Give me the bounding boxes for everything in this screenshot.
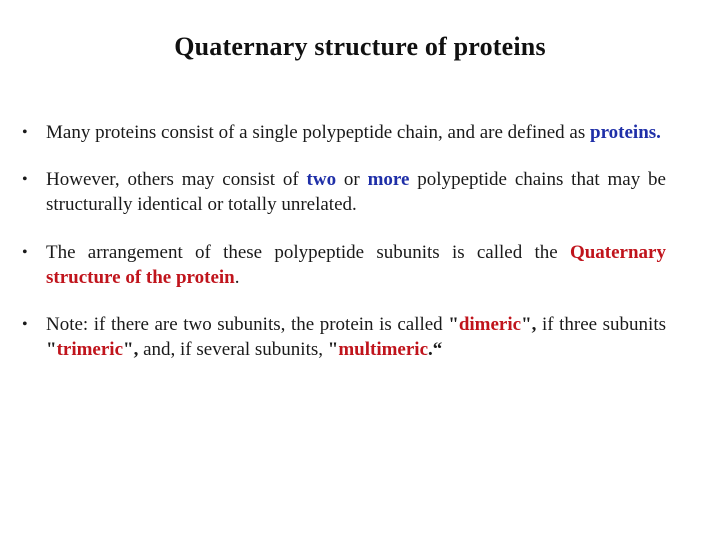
bullet-text: . <box>234 267 240 288</box>
bullet-dot-icon: • <box>22 171 28 188</box>
highlight-more: more <box>367 169 410 190</box>
bullet-text: Note: if there are two subunits, the protein is called <box>46 314 449 335</box>
highlight-two: two <box>306 169 337 190</box>
bullet-item-arrangement <box>22 240 666 290</box>
quote-mark: .“ <box>428 339 443 360</box>
bullet-text: However, others may consist of <box>46 169 307 190</box>
bullet-text: or <box>336 169 368 190</box>
bullet-item-multiple-chains <box>22 167 666 217</box>
quote-mark: " <box>46 339 57 360</box>
bullet-text: Many proteins consist of a single polypeptide chain, and are defined as <box>46 122 590 143</box>
slide-title: Quaternary structure of proteins <box>174 32 546 61</box>
highlight-quaternary-structure: Quaternary structure of the protein <box>46 242 666 288</box>
bullet-list <box>22 120 666 384</box>
quote-mark: ", <box>521 314 537 335</box>
bullet-text: The arrangement of these polypeptide subunits is called the <box>46 242 570 263</box>
quote-mark: ", <box>123 339 139 360</box>
quote-mark: " <box>448 314 459 335</box>
bullet-item-note <box>22 312 666 362</box>
bullet-dot-icon: • <box>22 244 28 261</box>
quote-mark: " <box>327 339 339 360</box>
bullet-text: and, if several subunits, <box>138 339 328 360</box>
bullet-text: polypeptide chains that may be structurally identical or totally unrelated. <box>46 169 666 215</box>
bullet-dot-icon: • <box>22 124 28 141</box>
highlight-dimeric: dimeric <box>458 314 522 335</box>
highlight-multimeric: multimeric <box>338 339 429 360</box>
bullet-dot-icon: • <box>22 316 28 333</box>
bullet-item-single-chain <box>22 120 666 145</box>
highlight-proteins: proteins. <box>590 122 661 143</box>
bullet-text: if three subunits <box>536 314 666 335</box>
highlight-trimeric: trimeric <box>56 339 124 360</box>
